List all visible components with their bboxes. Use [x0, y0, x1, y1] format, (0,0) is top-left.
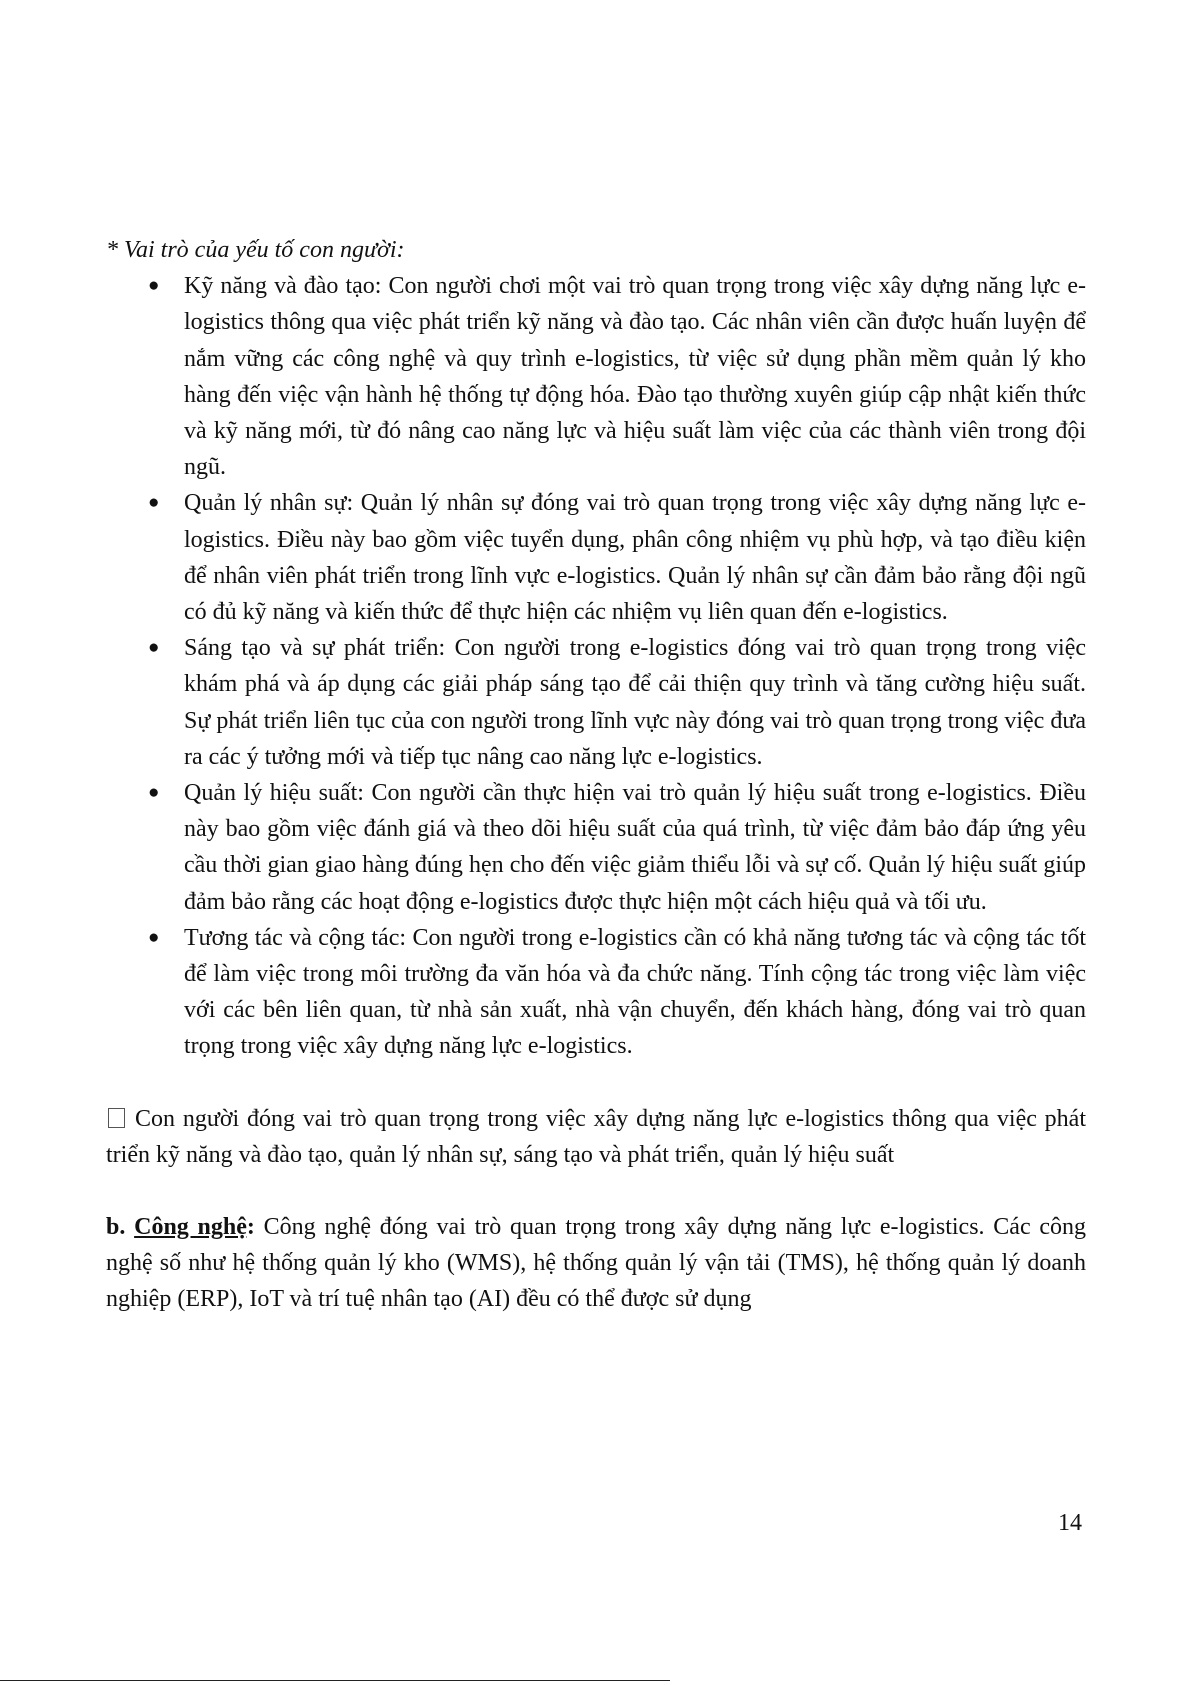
list-item-text: Kỹ năng và đào tạo: Con người chơi một vai trò quan trọng trong việc xây dựng năng lực e-logistics thông qua việc phát triển kỹ năng và đào tạo. Các nhân viên cần được huấn luyện để nắm vững các công nghệ và quy trình e-logistics, từ việc sử dụng phần mềm quản lý kho hàng đến việc vận hành hệ thống tự động hóa. Đào tạo thường xuyên giúp cập nhật kiến thức và kỹ năng mới, từ đó nâng cao năng lực và hiệu suất làm việc của các thành viên trong đội ngũ. [184, 273, 1086, 481]
list-item [106, 485, 1086, 630]
section-b-prefix: b. [106, 1214, 135, 1241]
bullet-list [106, 268, 1086, 1064]
list-item [106, 775, 1086, 920]
list-item-text: Quản lý nhân sự: Quản lý nhân sự đóng vai trò quan trọng trong việc xây dựng năng lực e-logistics. Điều này bao gồm việc tuyển dụng, phân công nhiệm vụ phù hợp, và tạo điều kiện để nhân viên phát triển trong lĩnh vực e-logistics. Quản lý nhân sự cần đảm bảo rằng đội ngũ có đủ kỹ năng và kiến thức để thực hiện các nhiệm vụ liên quan đến e-logistics. [184, 490, 1086, 626]
section-b-label: Công nghệ [134, 1214, 247, 1241]
list-item-text: Tương tác và cộng tác: Con người trong e-logistics cần có khả năng tương tác và cộng tác tốt để làm việc trong môi trường đa văn hóa và đa chức năng. Tính cộng tác trong việc làm việc với các bên liên quan, từ nhà sản xuất, nhà vận chuyển, đến khách hàng, đóng vai trò quan trọng trong việc xây dựng năng lực e-logistics. [184, 924, 1086, 1060]
list-item [106, 630, 1086, 775]
list-item [106, 268, 1086, 485]
bullet-icon: ● [148, 492, 160, 514]
section-b-text: Công nghệ đóng vai trò quan trọng trong xây dựng năng lực e-logistics. Các công nghệ số như hệ thống quản lý kho (WMS), hệ thống quản lý vận tải (TMS), hệ thống quản lý doanh nghiệp (ERP), IoT và trí tuệ nhân tạo (AI) đều có thể được sử dụng [106, 1214, 1086, 1313]
summary-text: Con người đóng vai trò quan trọng trong việc xây dựng năng lực e-logistics thông qua việc phát triển kỹ năng và đào tạo, quản lý nhân sự, sáng tạo và phát triển, quản lý hiệu suất [106, 1105, 1086, 1168]
bullet-icon: ● [148, 275, 160, 297]
list-item-text: Quản lý hiệu suất: Con người cần thực hiện vai trò quản lý hiệu suất trong e-logistics. Điều này bao gồm việc đánh giá và theo dõi hiệu suất của quá trình, từ việc đảm bảo đáp ứng yêu cầu thời gian giao hàng đúng hẹn cho đến việc giảm thiểu lỗi và sự cố. Quản lý hiệu suất giúp đảm bảo rằng các hoạt động e-logistics được thực hiện một cách hiệu quả và tối ưu. [184, 780, 1086, 915]
section-b-colon: : [246, 1214, 255, 1241]
bullet-icon: ● [148, 926, 160, 948]
section-b-paragraph [106, 1209, 1086, 1318]
checkbox-glyph-icon [108, 1108, 125, 1128]
list-item [106, 920, 1086, 1065]
page-number: 14 [1058, 1510, 1082, 1536]
bullet-icon: ● [148, 782, 160, 804]
bullet-icon: ● [148, 637, 160, 659]
list-item-text: Sáng tạo và sự phát triển: Con người trong e-logistics đóng vai trò quan trọng trong việc khám phá và áp dụng các giải pháp sáng tạo để cải thiện quy trình và tăng cường hiệu suất. Sự phát triển liên tục của con người trong lĩnh vực này đóng vai trò quan trọng trong việc đưa ra các ý tưởng mới và tiếp tục nâng cao năng lực e-logistics. [184, 635, 1086, 770]
summary-paragraph [106, 1101, 1086, 1173]
footer-divider [0, 1680, 670, 1681]
section-heading: * Vai trò của yếu tố con người: [106, 237, 405, 263]
document-body [106, 232, 1086, 1318]
